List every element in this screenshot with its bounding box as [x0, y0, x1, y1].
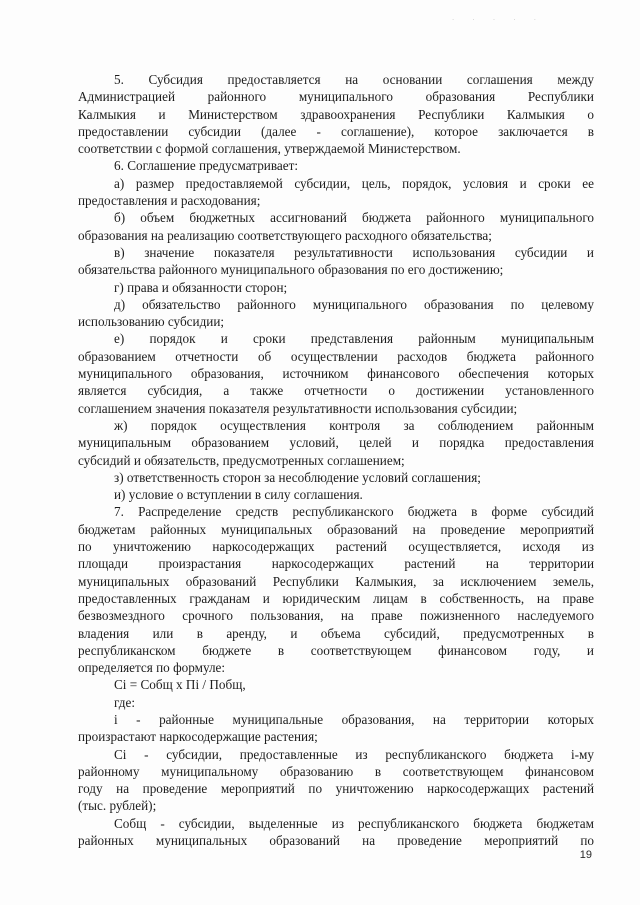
text-line: Собщ - субсидии, выделенные из республиканского бюджета бюджетам	[114, 815, 594, 831]
text-line: Администрацией районного муниципального образования Республики	[78, 89, 594, 105]
text-line: в) значение показателя результативности использования субсидии и	[114, 244, 594, 260]
formula: Ci = Собщ x Пi / Побщ,	[114, 677, 246, 693]
text-line: бюджетам районных муниципальных образований на проведение мероприятий	[78, 521, 594, 537]
text-line: б) объем бюджетных ассигнований бюджета районного муниципального	[114, 210, 594, 226]
text-line: предоставленных гражданам и юридическим лицам в собственность, на праве	[78, 590, 594, 606]
text-line: безвозмездного срочного пользования, на праве пожизненного наследуемого	[78, 608, 594, 624]
text-line: районных муниципальных образований на проведение мероприятий по	[78, 833, 594, 849]
text-line: соглашением значения показателя результативности использования субсидии;	[78, 400, 518, 416]
text-line: по уничтожению наркосодержащих растений осуществляется, исходя из	[78, 539, 594, 555]
text-line: муниципального образования, источником финансового обеспечения которых	[78, 366, 594, 382]
text-line: образования на реализацию соответствующего расходного обязательства;	[78, 227, 492, 243]
text-line: определяется по формуле:	[78, 660, 226, 676]
text-line: районному муниципальному образованию в соответствующем финансовом	[78, 763, 594, 779]
text-line: произрастают наркосодержащие растения;	[78, 729, 318, 745]
text-line: муниципальных образований Республики Калмыкия, за исключением земель,	[78, 573, 594, 589]
text-line: ж) порядок осуществления контроля за соблюдением районным	[114, 417, 594, 433]
text-line: обязательства районного муниципального образования по его достижению;	[78, 262, 504, 278]
text-line: д) обязательство районного муниципального образования по целевому	[114, 296, 594, 312]
text-line: i - районные муниципальные образования, на территории которых	[114, 711, 594, 727]
text-line: предоставлении субсидии (далее - соглашение), которое заключается в	[78, 123, 594, 139]
scan-artifact: · · · · ·	[452, 16, 545, 24]
text-line: владения или в аренду, и объема субсидий, предусмотренных в	[78, 625, 594, 641]
text-line: республиканском бюджете в соответствующем финансовом году, и	[78, 642, 594, 658]
text-line: образованием отчетности об осуществлении расходов бюджета районного	[78, 348, 594, 364]
text-line: Ci - субсидии, предоставленные из республиканского бюджета i-му	[114, 746, 594, 762]
text-line: является субсидия, а также отчетности о достижении установленного	[78, 383, 594, 399]
text-line: (тыс. рублей);	[78, 798, 157, 814]
text-line: предоставления и расходования;	[78, 193, 261, 209]
text-line: а) размер предоставляемой субсидии, цель, порядок, условия и сроки ее	[114, 175, 594, 191]
document-body	[78, 71, 594, 849]
text-line: е) порядок и сроки представления районным муниципальным	[114, 331, 594, 347]
text-line: з) ответственность сторон за несоблюдение условий соглашения;	[114, 469, 481, 485]
text-line: где:	[114, 694, 135, 710]
text-line: г) права и обязанности сторон;	[114, 279, 288, 295]
text-line: соответствии с формой соглашения, утверждаемой Министерством.	[78, 141, 461, 157]
text-line: 6. Соглашение предусматривает:	[114, 158, 299, 174]
text-line: 7. Распределение средств республиканского бюджета в форме субсидий	[114, 504, 594, 520]
text-line: субсидий и обязательств, предусмотренных соглашением;	[78, 452, 405, 468]
text-line: муниципальным образованием условий, целей и порядка предоставления	[78, 435, 594, 451]
page-number: 19	[579, 849, 592, 861]
text-line: Калмыкия и Министерством здравоохранения Республики Калмыкия о	[78, 106, 594, 122]
text-line: и) условие о вступлении в силу соглашения.	[114, 487, 363, 503]
text-line: использованию субсидии;	[78, 314, 225, 330]
text-line: 5. Субсидия предоставляется на основании соглашения между	[114, 72, 594, 87]
text-line: году на проведение мероприятий по уничтожению наркосодержащих растений	[78, 781, 594, 797]
text-line: площади произрастания наркосодержащих растений на территории	[78, 556, 594, 572]
